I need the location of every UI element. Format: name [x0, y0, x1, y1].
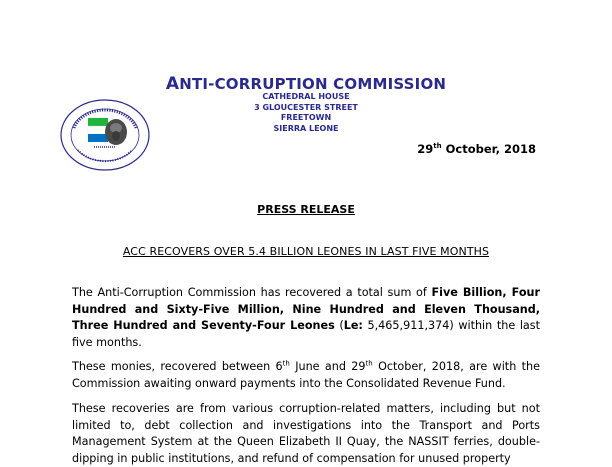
ordinal-suffix: th: [282, 359, 290, 368]
address-block: [0, 92, 612, 134]
ordinal-suffix: th: [365, 359, 373, 368]
p1-text: 5,465,911,374) within the last five months.: [72, 319, 540, 349]
p2-text: These monies, recovered between 6: [72, 360, 283, 373]
p2-text: October, 2018, are with the Commission awaiting onward payments into the Consolidated Revenue Fund.: [72, 360, 540, 390]
date-suffix: th: [433, 142, 442, 151]
p1-text: (: [334, 319, 344, 332]
p1-text: The Anti-Corruption Commission has recovered a total sum of: [72, 286, 432, 299]
paragraph-1: [72, 285, 540, 351]
p1-currency-label: Le:: [343, 319, 363, 332]
date-rest: October, 2018: [441, 142, 536, 156]
address-line: 3 GLOUCESTER STREET: [254, 102, 358, 112]
address-line: SIERRA LEONE: [273, 123, 339, 133]
headline: ACC RECOVERS OVER 5.4 BILLION LEONES IN LAST FIVE MONTHS: [122, 245, 490, 258]
org-name-initial: A: [165, 74, 180, 94]
release-date: [417, 142, 536, 156]
p2-text: June and 29: [289, 360, 366, 373]
address-line: FREETOWN: [280, 113, 332, 122]
date-day: 29: [417, 142, 434, 156]
p1-amount-words: Five Billion, Four Hundred and Sixty-Five Million, Nine Hundred and Eleven Thousand, Three Hundred and Seventy-Four Leones: [72, 286, 540, 332]
paragraph-3: These recoveries are from various corruption-related matters, including but not limited to, debt collection and investigations into the Transport and Ports Management System at the Queen Elizabeth II Quay, the NASSIT ferries, double-dipping in public institutions, and refund of compensation for unused property: [72, 402, 540, 465]
organization-name: [0, 74, 612, 94]
paragraph-2: [72, 359, 540, 392]
address-line: CATHEDRAL HOUSE: [262, 92, 350, 101]
org-name-rest: NTI-CORRUPTION COMMISSION: [179, 75, 447, 93]
press-release-label: PRESS RELEASE: [257, 203, 355, 216]
